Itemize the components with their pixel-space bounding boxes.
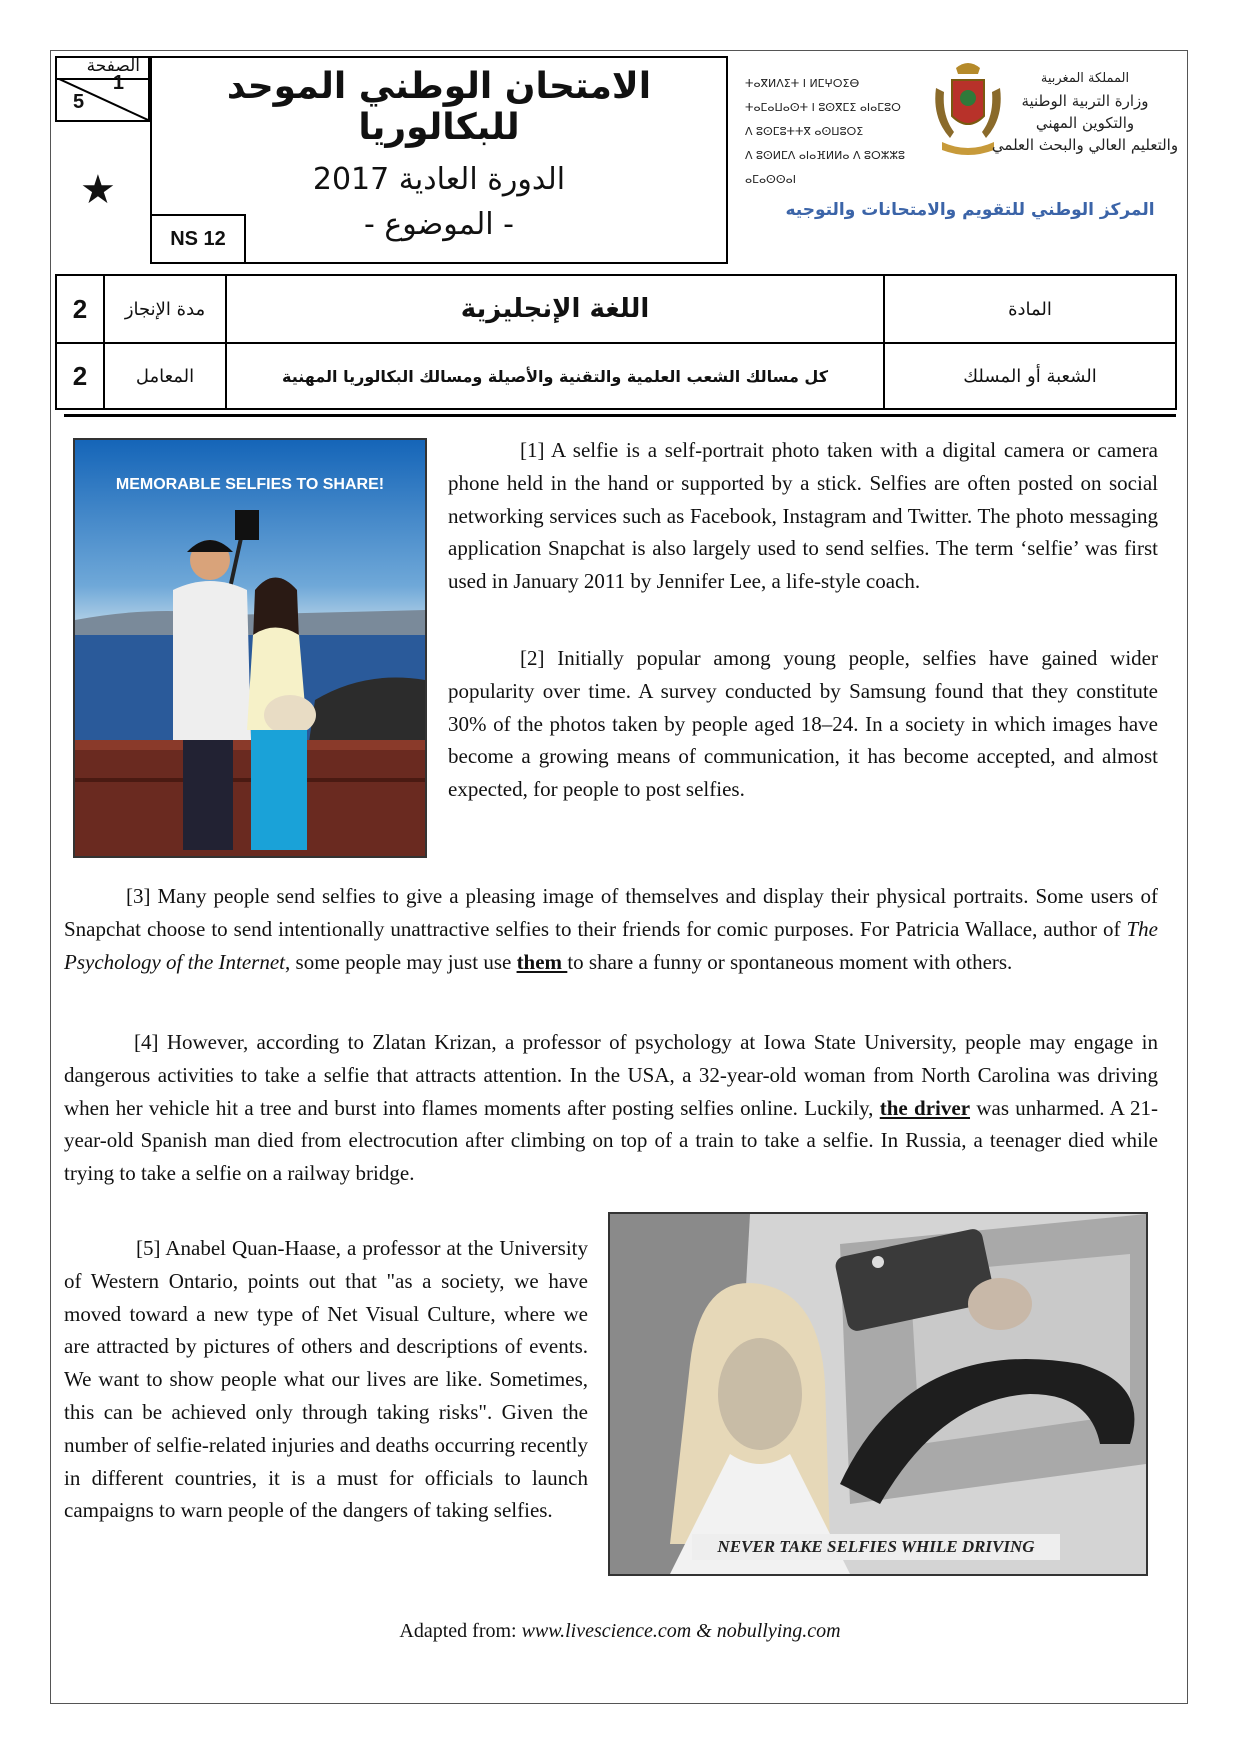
paragraph-5-text: [5] Anabel Quan-Haase, a professor at the University of Western Ontario, points out that "as a society, we have moved toward a new type of Net Visual Culture, where we are attracted by pictures of others and descriptions of events. We want to show people what our lives are like. Sometimes, this can be achieved only through taking risks". Given the number of selfie-related injuries and deaths occurring recently in different countries, it is a must for officials to launch campaigns to warn people of the dangers of taking selfies. [64, 1236, 588, 1523]
tifinagh-line: ⴷ ⵓⵙⵍⵎⴷ ⴰⵏⴰⴼⵍⵍⴰ ⴷ ⵓⵔⵣⵣⵓ ⴰⵎⴰⵙⵙⴰⵏ [745, 149, 906, 186]
selfie-couple-photo [73, 438, 427, 858]
paragraph-1 [448, 434, 1158, 598]
page-total: 5 [73, 91, 85, 113]
source-label: Adapted from: [399, 1620, 522, 1642]
source-line [0, 1620, 1240, 1643]
tifinagh-ministry-name [745, 72, 925, 192]
reference-word-the-driver: the driver [879, 1095, 971, 1120]
ministry-line: وزارة التربية الوطنية [1021, 92, 1149, 110]
paragraph-4 [64, 1026, 1158, 1190]
exam-session: الدورة العادية 2017 [312, 162, 566, 197]
star-icon: ★ [80, 167, 116, 213]
tifinagh-line: ⴷ ⵓⵙⵎⵓⵜⵜⴳ ⴰⵙⵡⵓⵔⵉ [745, 125, 864, 138]
coefficient-label: المعامل [135, 365, 195, 387]
page-label: الصفحة [86, 56, 140, 76]
paragraph-5 [64, 1232, 588, 1527]
kingdom-name: المملكة المغربية [1040, 71, 1130, 86]
tifinagh-line: ⵜⴰⵎⴰⵡⴰⵙⵜ ⵏ ⵓⵙⴳⵎⵉ ⴰⵏⴰⵎⵓⵔ [745, 101, 901, 114]
header-separator [64, 414, 1176, 417]
paragraph-4-text-b: was unharmed. A 21-year-old Spanish man died from electrocution after climbing on top of a train to take a selfie. In Russia, a teenager died while trying to take a selfie on a railway bridge. [64, 1095, 1158, 1186]
subject-label: المادة [1008, 298, 1052, 320]
subject-heading: - الموضوع - [364, 207, 514, 242]
duration-value: 2 [72, 293, 88, 324]
coefficient-value: 2 [72, 360, 88, 391]
paragraph-3-text-a: [3] Many people send selfies to give a pleasing image of themselves and display their physical portraits. Some users of Snapchat choose to send intentionally unattractive selfies to their friends for comic purposes. For Patricia Wallace, author of [64, 884, 1158, 941]
page-number-box [55, 56, 150, 122]
duration-label: مدة الإنجاز [124, 298, 206, 320]
paragraph-3-text-c: to share a funny or spontaneous moment with others. [567, 949, 1013, 974]
exam-title: الامتحان الوطني الموحد للبكالوريا [226, 66, 652, 148]
photo1-caption: MEMORABLE SELFIES TO SHARE! [115, 476, 385, 493]
paragraph-2 [448, 642, 1158, 806]
tifinagh-line: ⵜⴰⴳⵍⴷⵉⵜ ⵏ ⵍⵎⵖⵔⵉⴱ [745, 77, 860, 90]
paragraph-3 [64, 880, 1158, 978]
page-current: 1 [112, 72, 124, 94]
source-sites: www.livescience.com & nobullying.com [521, 1620, 841, 1642]
page-divider-icon [57, 78, 148, 120]
paragraph-1-text: [1] A selfie is a self-portrait photo taken with a digital camera or camera phone held in the hand or supported by a stick. Selfies are often posted on social networking services such as Facebook, Instagram and Twitter. The photo messaging application Snapchat is also largely used to send selfies. The term ‘selfie’ was first used in January 2011 by Jennifer Lee, a life-style coach. [448, 438, 1158, 594]
selfie-driving-photo [608, 1212, 1148, 1576]
ministry-line: والتعليم العالي والبحث العلمي [991, 136, 1179, 154]
ministry-line: والتكوين المهني [1035, 114, 1135, 132]
reference-word-them: them [516, 949, 568, 974]
book-title: The Psychology of the Internet [64, 916, 1158, 974]
stream-label: الشعبة أو المسلك [963, 365, 1097, 387]
paragraph-3-text-b: , some people may just use [285, 949, 517, 974]
paragraph-4-text-a: [4] However, according to Zlatan Krizan, a professor of psychology at Iowa State University, people may engage in dangerous activities to take a selfie that attracts attention. In the USA, a 32-year-old woman from North Carolina was driving when her vehicle hit a tree and burst into flames moments after posting selfies online. Luckily, [64, 1030, 1158, 1120]
ministry-name [990, 68, 1180, 156]
evaluation-center-name: المركز الوطني للتقويم والامتحانات والتوجيه [785, 200, 1155, 220]
subject-value: اللغة الإنجليزية [460, 294, 650, 324]
photo2-caption: NEVER TAKE SELFIES WHILE DRIVING [692, 1534, 1060, 1560]
stream-value: كل مسالك الشعب العلمية والتقنية والأصيلة ومسالك البكالوريا المهنية [281, 366, 829, 386]
paragraph-2-text: [2] Initially popular among young people, selfies have gained wider popularity over time. A survey conducted by Samsung found that they constitute 30% of the photos taken by people aged 18–24. In a society in which images have become a growing means of communication, it has become accepted, and almost expected, for people to post selfies. [448, 646, 1158, 802]
exam-info-table [55, 274, 1177, 410]
exam-code: NS 12 [150, 214, 246, 264]
